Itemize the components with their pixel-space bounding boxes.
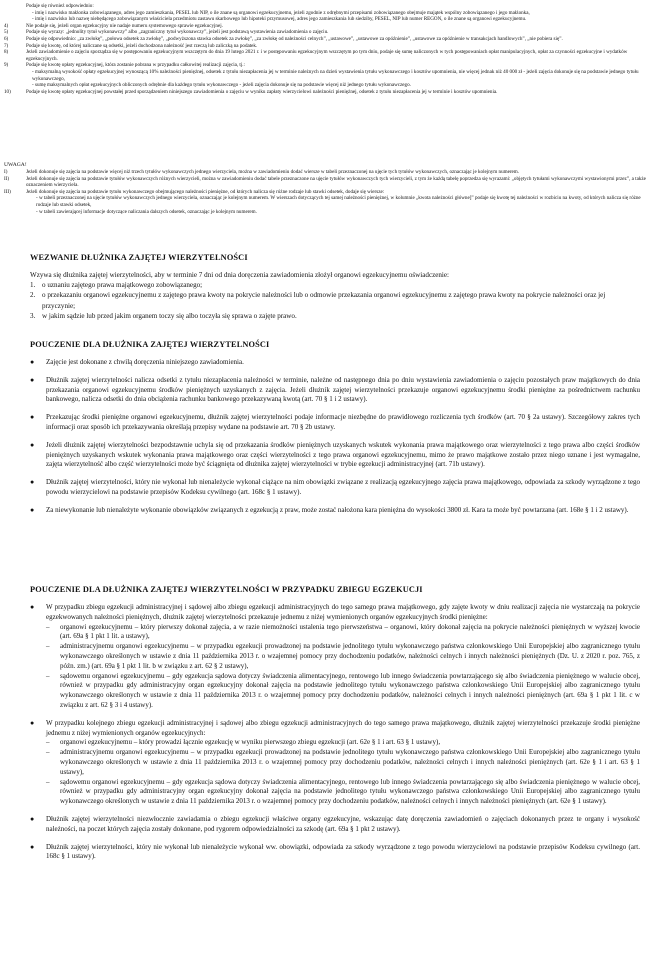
footnote-text: Podaje się kwotę opłaty egzekucyjnej powstałej przed sporządzeniem niniejszego zawiadomienia o zajęciu w wyniku zapłaty wierzycielowi należności pieniężnej, odsetek z tytułu niezapłacenia jej w terminie i kosztów upomnienia. [26,88,498,95]
dash-item [30,738,640,748]
uwaga-text: - w tabeli przeznaczonej na ujęcie tytułów wykonawczych jednego wierzyciela, oznaczając je kolejnym numerem. W wierszach dotyczących tej samej należności pieniężnej, w kolumnie „kwota należności główne]” podaje się kwotę tej należności w rozbiciu na kwoty, od których nalicza się różne rodzaje lub stawki odsetek, [36,195,641,208]
uwaga-block [4,162,648,215]
footnote-number [4,3,26,10]
uwaga-number: III) [4,188,11,195]
uwaga-item [4,176,648,189]
bullet-dot: ● [30,358,35,366]
zbieg-bullet-3: ● Dłużnik zajętej wierzytelności niezwłocznie zawiadamia o zbiegu egzekucji właściwe organy egzekucyjne, wskazując datę doręczenia zawiadomień o zajęciach dokonanych przez te organy i wysokość należności, na poczet których zajęcia zostały dokonane, pod rygorem odpowiedzialności za szkodę (art. 69a § 1 pkt 2 ustawy). [30,814,640,833]
uwaga-number [4,209,26,216]
footnote-number [4,82,26,89]
bullet-dot: ● [30,814,35,823]
footnote-number: 4) [4,22,9,29]
bullet-dot: ● [30,505,35,514]
footnote-text: Podaje się kwotę opłaty egzekucyjnej, która zostanie pobrana w przypadku całkowitej realizacji zajęcia, tj.: [26,62,245,69]
dash-item [30,623,640,643]
dash-item [30,748,640,777]
footnote-item [4,82,648,89]
dash-marker: – [46,777,50,786]
pouczenie-heading: POUCZENIE DLA DŁUŻNIKA ZAJĘTEJ WIERZYTELNOŚCI [30,340,270,349]
dash-text: organowi egzekucyjnemu – który pierwszy dokonał zajęcia, a w razie niemożności ustalenia tego pierwszeństwa – organowi, który dokonał zajęcia na pokrycie należności pieniężnych w wyższej kwocie (art. 69a § 1 pkt 1 lit. a ustawy), [60,622,640,641]
dash-marker: – [46,671,50,680]
dash-marker: – [46,622,50,631]
footnote-text: Podaje się kwotę, od której naliczane są odsetki, jeżeli dochodzona należność jest rzeczą lub zaliczką na podatek. [26,42,258,49]
bullet-text: Zajęcie jest dokonane z chwilą doręczenia niniejszego zawiadomienia. [46,358,244,366]
dash-marker: – [46,748,50,757]
footnote-number [4,16,26,23]
footnote-text: Podaje się również odpowiednio: [26,3,94,9]
footnote-item [4,29,648,36]
footnote-number [4,69,26,82]
list-text: w jakim sądzie lub przed jakim organem toczy się albo toczyła się sprawa o zajęte prawo. [42,311,297,320]
pouczenie-bullet [30,478,640,498]
pouczenie-section [30,340,640,516]
footnote-number: 10) [4,88,11,95]
footnote-item [4,36,648,43]
footnote-item [4,69,648,82]
wezwanie-heading: WEZWANIE DŁUŻNIKA ZAJĘTEJ WIERZYTELNOŚCI [30,253,248,262]
footnote-text: Jeżeli zawiadomienie o zajęciu sporządza się w postępowaniu egzekucyjnym wszczętym do dnia 19 lutego 2021 r. i w postępowaniu egzekucyjnym wszczętym po tym dniu, podaje się sumę naliczonych w tych postępowaniach opłat manipulacyjnych, opłat za czynności egzekucyjne i wydatków egzekucyjnych. [26,49,628,62]
footnote-item [4,3,648,10]
footnote-item [4,43,648,50]
uwaga-item [4,209,648,216]
dash-item [30,672,640,711]
wezwanie-list-item [30,280,640,290]
pouczenie-bullet [30,358,640,368]
footnote-item [4,23,648,30]
footnote-item [4,16,648,23]
bullet-dot: ● [30,413,35,422]
pouczenie-bullet [30,413,640,433]
bullet-text: Dłużnik zajętej wierzytelności, który nie wykonał lub nienależycie wykonał ciążące na nim obowiązki związane z realizacją egzekucyjnego zajęcia prawa majątkowego, odpowiada za szkody wyrządzone z tego powodu wierzycielowi na podstawie przepisów Kodeksu cywilnego (art. 168c § 1 ustawy). [46,478,640,496]
dash-marker: – [46,642,50,651]
dash-text: organowi egzekucyjnemu – który prowadzi łącznie egzekucję w wyniku pierwszego zbiegu egzekucji (art. 62e § 1 i art. 63 § 1 ustawy), [60,738,441,747]
bullet-dot: ● [30,440,35,449]
dash-item [30,642,640,671]
pouczenie-bullet [30,441,640,470]
bullet-dot: ● [30,718,35,727]
wezwanie-section [30,253,640,321]
footnotes-block [4,3,648,95]
dash-text: administracyjnemu organowi egzekucyjnemu – w przypadku egzekucji prowadzonej na podstawie jednolitego tytułu wykonawczego państwa członkowskiego Unii Europejskiej albo zagranicznego tytułu wykonawczego określonych w ustawie z dnia 11 października 2013 r. o wzajemnej pomocy przy dochodzeniu podatków, należności celnych i innych należności pieniężnych (Dz. U. z 2020 r. poz. 765, z późn. zm.) (art. 69a § 1 pkt 1 lit. b w związku z art. 62 § 2 ustawy), [60,642,640,670]
bullet-text: Dłużnik zajętej wierzytelności nalicza odsetki z tytułu niezapłacenia należności w terminie, należne od następnego dnia po dniu wystawienia zawiadomienia o zajęciu pozostałych praw majątkowych do dnia przekazania organowi egzekucyjnemu środków pieniężnych uzyskanych z zajęcia. Jeżeli dłużnik zajętej wierzytelności przekazuje organowi egzekucyjnemu środki pieniężne za pośrednictwem rachunku bankowego, nalicza odsetki do dnia obciążenia rachunku bankowego przekazywaną kwotą (art. 70 § 1 i 2 ustawy). [46,375,640,404]
footnote-text: Podaje się wyrazy: „jednolity tytuł wykonawczy” albo „zagraniczny tytuł wykonawczy”, jeżeli jest podstawą wystawienia zawiadomienia o zajęciu. [26,29,329,36]
dash-text: sądowemu organowi egzekucyjnemu – gdy egzekucja sądowa dotyczy świadczenia alimentacyjnego, rentowego lub innego świadczenia powtarzającego się albo świadczenia pieniężnego w walucie obcej, również w przypadku gdy administracyjny organ egzekucyjny dokonał zajęcia na podstawie jednolitego tytułu wykonawczego państwa członkowskiego Unii Europejskiej albo zagranicznego tytułu wykonawczego określonych w ustawie z dnia 11 października 2013 r. o wzajemnej pomocy przy dochodzeniu podatków, należności celnych i innych należności pieniężnych (art. 62e § 1 ustawy). [60,777,640,806]
uwaga-text: - w tabeli zawierającej informacje dotyczące naliczania dalszych odsetek, oznaczając je kolejnym numerem. [36,208,257,215]
bullet-text: Za niewykonanie lub nienależyte wykonanie obowiązków związanych z egzekucją z praw, może zostać nałożona kara pieniężna do wysokości 3800 zł. Kara ta może być powtarzana (art. 168e § 1 i 2 ustawy). [46,505,629,514]
list-number: 3. [30,311,36,320]
pouczenie-zbieg-heading: POUCZENIE DLA DŁUŻNIKA ZAJĘTEJ WIERZYTELNOŚCI W PRZYPADKU ZBIEGU EGZEKUCJI [30,585,423,594]
footnote-item [4,89,648,96]
footnote-text: - imię i nazwisko małżonka zobowiązanego, adres jego zamieszkania, PESEL lub NIP, o ile znane są organowi egzekucyjnemu, jeżeli zgodnie z odrębnymi przepisami zobowiązanego obejmuje majątek wspólny zobowiązanego i jego małżonka, [32,9,530,16]
footnote-text: Podaje się odpowiednio: „za zwłokę”, „połowa odsetek za zwłokę”, „podwyższona stawka odsetek za zwłokę”, „za zwłokę od należności celnych”, „ustawowe”, „ustawowe za opóźnienie”, „ustawowe za opóźnienie w transakcjach handlowych”, „nie pobiera się”. [26,35,563,42]
bullet-text: Jeżeli dłużnik zajętej wierzytelności bezpodstawnie uchyla się od przekazania środków pieniężnych uzyskanych wskutek wykonania prawa majątkowego oraz wierzytelności z tego prawa albo części środków pieniężnych uzyskanych wskutek wykonania prawa majątkowego oraz części wierzytelności z tego prawa organowi egzekucyjnemu, mimo że prawo majątkowe zostało przez niego uznane i jest wymagalne, zajęta wierzytelność albo część wierzytelności może być ściągnięta od dłużnika zajętej wierzytelności w trybie egzekucji administracyjnej (art. 71b ustawy). [46,440,640,469]
wezwanie-list-item [30,311,640,321]
list-text: o uznaniu zajętego prawa majątkowego zobowiązanego; [42,281,203,290]
uwaga-item [4,169,648,176]
uwaga-text: Jeżeli dokonuje się zajęcia na podstawie więcej niż trzech tytułów wykonawczych jednego wierzyciela, można w zawiadomieniu dodać wiersze w tabeli przeznaczonej na ujęcie tych tytułów wykonawczych, oznaczając je kolejnym numerem. [26,169,520,175]
zbieg-bullet-2: ● W przypadku kolejnego zbiegu egzekucji administracyjnej i sądowej albo zbiegu egzekucji administracyjnych do tego samego prawa majątkowego, dłużnik zajętej wierzytelności przekazuje środki pieniężne jednemu z niżej wymienionych organów egzekucyjnych: [30,718,640,737]
list-number: 2. [30,291,36,300]
dash-marker: – [46,738,50,747]
bullet-text: Przekazując środki pieniężne organowi egzekucyjnemu, dłużnik zajętej wierzytelności podaje informacje niezbędne do prawidłowego rozliczenia tych środków (art. 70 § 2a ustawy). Szczegółowy zakres tych informacji oraz sposób ich przekazywania określają przepisy wydane na podstawie art. 70 § 2b ustawy. [46,413,640,431]
bullet-dot: ● [30,603,35,611]
footnote-number: 7) [4,42,9,49]
list-number: 1. [30,281,36,290]
footnote-item [4,62,648,69]
uwaga-number: I) [4,169,8,175]
wezwanie-list-item [30,290,640,310]
footnote-item [4,49,648,62]
bullet-dot: ● [30,842,35,851]
list-text: o przekazaniu organowi egzekucyjnemu z zajętego prawa kwoty na pokrycie należności lub o odmowie przekazania organowi egzekucyjnemu z zajętego prawa kwoty na pokrycie należności oraz jej przyczynie; [42,291,606,310]
footnote-item [4,10,648,17]
footnote-number [4,10,26,17]
zbieg-bullet-1: ● W przypadku zbiegu egzekucji administracyjnej i sądowej albo zbiegu egzekucji administracyjnych do tego samego prawa majątkowego, gdy zajęte kwoty w dniu realizacji zajęcia nie wystarczają na pokrycie egzekwowanych należności pieniężnych, dłużnik zajętej wierzytelności przekazuje jednemu z niżej wymienionych organów egzekucyjnych środki pieniężne: [30,603,640,621]
footnote-number: 9) [4,62,9,69]
footnote-number: 6) [4,35,9,42]
dash-text: administracyjnemu organowi egzekucyjnemu – w przypadku egzekucji prowadzonej na podstawie jednolitego tytułu wykonawczego państwa członkowskiego Unii Europejskiej albo zagranicznego tytułu wykonawczego określonych w ustawie z dnia 11 października 2013 r. o wzajemnej pomocy przy dochodzeniu podatków, należności celnych i innych należności pieniężnych (art. 62e § 1 i art. 63 § 1 ustawy), [60,748,640,776]
footnote-number: 5) [4,29,9,36]
uwaga-item [4,195,648,208]
uwaga-item [4,189,648,196]
uwaga-number [4,195,26,208]
uwaga-number: II) [4,175,10,182]
pouczenie-bullet [30,506,640,516]
uwaga-text: Jeżeli dokonuje się zajęcia na podstawie tytułu wykonawczego obejmującego należności pieniężne, od których nalicza się różne rodzaje lub stawki odsetek, dodaje się wiersze: [26,188,385,195]
dash-item [30,778,640,807]
wezwanie-lead: Wzywa się dłużnika zajętej wierzytelności, aby w terminie 7 dni od dnia doręczenia zawiadomienia złożył organowi egzekucyjnemu oświadczenie: [30,271,450,279]
footnote-text: - imię i nazwisko lub nazwę niebędącego zobowiązanym właściciela przedmiotu zastawu skarbowego lub hipoteki przymusowej, adres jego zamieszkania lub siedziby, PESEL, NIP lub numer REGON, o ile znane są organowi egzekucyjnemu. [32,16,527,23]
bullet-dot: ● [30,375,35,384]
footnote-text: Nie podaje się, jeżeli organ egzekucyjny nie nadaje numeru systemowego sprawie egzekucyjnej. [26,22,223,29]
pouczenie-zbieg-section [30,585,640,862]
bullet-dot: ● [30,478,35,487]
uwaga-text: Jeżeli dokonuje się zajęcia na podstawie tytułów wykonawczych różnych wierzycieli, można w zawiadomieniu dodać tabele przeznaczone na ujęcie tytułów wykonawczych tych wierzycieli, z tym że każdą tabelę poprzedza się wyrazami: „objętych tytułami wykonawczymi wystawionymi przez”, a także oznaczeniem wierzyciela. [26,175,646,189]
pouczenie-bullet [30,376,640,405]
uwaga-heading: UWAGA! [4,162,27,168]
zbieg-bullet-4: ● Dłużnik zajętej wierzytelności, który nie wykonał lub nienależycie wykonał ww. obowiązki, odpowiada za szkody wyrządzone z tego powodu wierzycielowi na podstawie przepisów Kodeksu cywilnego (art. 168c § 1 ustawy). [30,842,640,861]
footnote-number: 8) [4,49,9,56]
dash-text: sądowemu organowi egzekucyjnemu – gdy egzekucja sądowa dotyczy świadczenia alimentacyjnego, rentowego lub innego świadczenia powtarzającego się albo świadczenia pieniężnego w walucie obcej, również w przypadku gdy administracyjny organ egzekucyjny dokonał zajęcia na podstawie jednolitego tytułu wykonawczego państwa członkowskiego Unii Europejskiej albo zagranicznego tytułu wykonawczego określonych w ustawie z dnia 11 października 2013 r. o wzajemnej pomocy przy dochodzeniu podatków, należności celnych i innych należności pieniężnych (art. 69a § 1 pkt 1 lit. c w związku z art. 62 § 3 i 4 ustawy). [60,671,640,709]
footnote-text: - maksymalną wysokość opłaty egzekucyjnej wynoszącą 10% należności pieniężnej, odsetek z tytułu niezapłacenia jej w terminie należnych na dzień wystawienia tytułu wykonawczego i kosztów upomnienia, nie więcej jednak niż 40 000 zł - jeżeli zajęcia dokonuje się na podstawie jednego tytułu wykonawczego, [32,68,639,82]
footnote-text: - sumę maksymalnych opłat egzekucyjnych obliczonych odrębnie dla każdego tytułu wykonawczego - jeżeli zajęcia dokonuje się na podstawie więcej niż jednego tytułu wykonawczego. [32,82,411,89]
